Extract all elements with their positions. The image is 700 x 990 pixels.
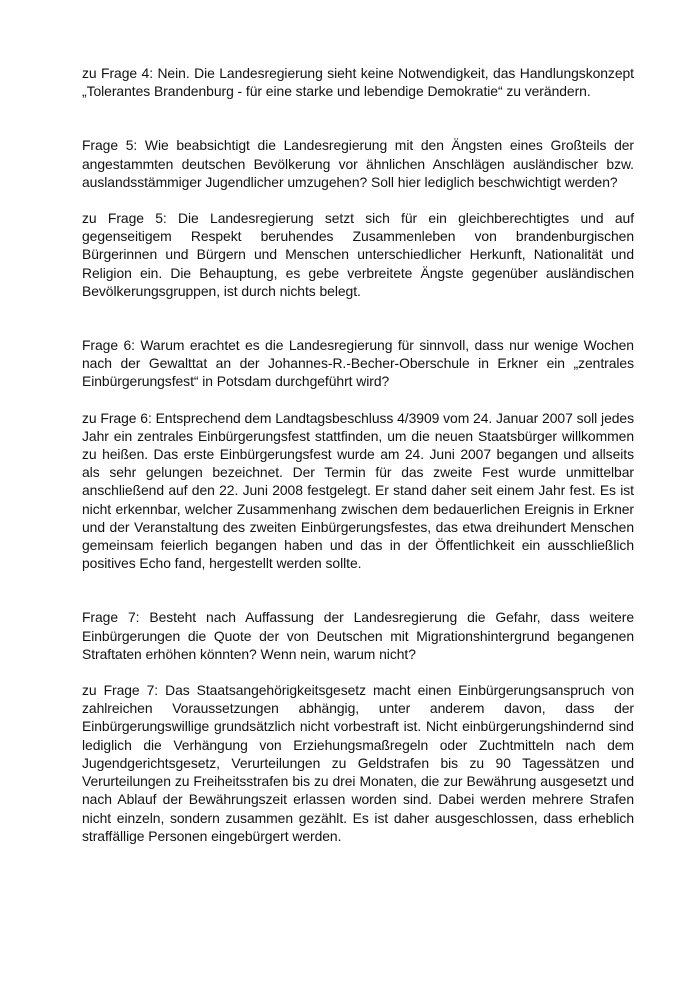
question-5-paragraph: Frage 5: Wie beabsichtigt die Landesregierung mit den Ängsten eines Großteils der angestammten deutschen Bevölkerung vor ähnlichen Anschlägen ausländischer bzw. auslandsstämmiger Jugendlicher umzugehen? Soll hier lediglich beschwichtigt werden? <box>82 137 634 190</box>
document-page <box>82 64 634 845</box>
question-6-paragraph: Frage 6: Warum erachtet es die Landesregierung für sinnvoll, dass nur wenige Wochen nach der Gewalttat an der Johannes-R.-Becher-Oberschule in Erkner ein „zentrales Einbürgerungsfest“ in Potsdam durchgeführt wird? <box>82 337 634 390</box>
answer-7-paragraph: zu Frage 7: Das Staatsangehörigkeitsgesetz macht einen Einbürgerungsanspruch von zahlreichen Voraussetzungen abhängig, unter anderem davon, dass der Einbürgerungswillige grundsätzlich nicht vorbestraft ist. Nicht einbürgerungshindernd sind lediglich die Verhängung von Erziehungsmaßregeln oder Zuchtmitteln nach dem Jugendgerichtsgesetz, Verurteilungen zu Geldstrafen bis zu 90 Tagessätzen und Verurteilungen zu Freiheitsstrafen bis zu drei Monaten, die zur Bewährung ausgesetzt und nach Ablauf der Bewährungszeit erlassen worden sind. Dabei werden mehrere Strafen nicht einzeln, sondern zusammen gezählt. Es ist daher ausgeschlossen, dass erheblich straffällige Personen eingebürgert werden. <box>82 682 634 844</box>
answer-6-paragraph: zu Frage 6: Entsprechend dem Landtagsbeschluss 4/3909 vom 24. Januar 2007 soll jedes Jahr ein zentrales Einbürgerungsfest stattfinden, um die neuen Staatsbürger willkommen zu heißen. Das erste Einbürgerungsfest wurde am 24. Juni 2007 begangen und allseits als sehr gelungen bezeichnet. Der Termin für das zweite Fest wurde unmittelbar anschließend auf den 22. Juni 2008 festgelegt. Er stand daher seit einem Jahr fest. Es ist nicht erkennbar, welcher Zusammenhang zwischen dem bedauerlichen Ereignis in Erkner und der Veranstaltung des zweiten Einbürgerungsfestes, das etwa dreihundert Menschen gemeinsam feierlich begangen haben und das in der Öffentlichkeit ein ausschließlich positives Echo fand, hergestellt werden sollte. <box>82 409 634 572</box>
answer-5-paragraph: zu Frage 5: Die Landesregierung setzt sich für ein gleichberechtigtes und auf gegenseitigem Respekt beruhendes Zusammenleben von brandenburgischen Bürgerinnen und Bürgern und Menschen unterschiedlicher Herkunft, Nationalität und Religion ein. Die Behauptung, es gebe verbreitete Ängste gegenüber ausländischen Bevölkerungsgruppen, ist durch nichts belegt. <box>82 210 634 299</box>
question-7-paragraph: Frage 7: Besteht nach Auffassung der Landesregierung die Gefahr, dass weitere Einbürgerungen die Quote der von Deutschen mit Migrationshintergrund begangenen Straftaten erhöhen könnten? Wenn nein, warum nicht? <box>82 609 634 662</box>
answer-4-paragraph: zu Frage 4: Nein. Die Landesregierung sieht keine Notwendigkeit, das Handlungskonzept „Tolerantes Brandenburg - für eine starke und lebendige Demokratie“ zu verändern. <box>82 65 634 100</box>
